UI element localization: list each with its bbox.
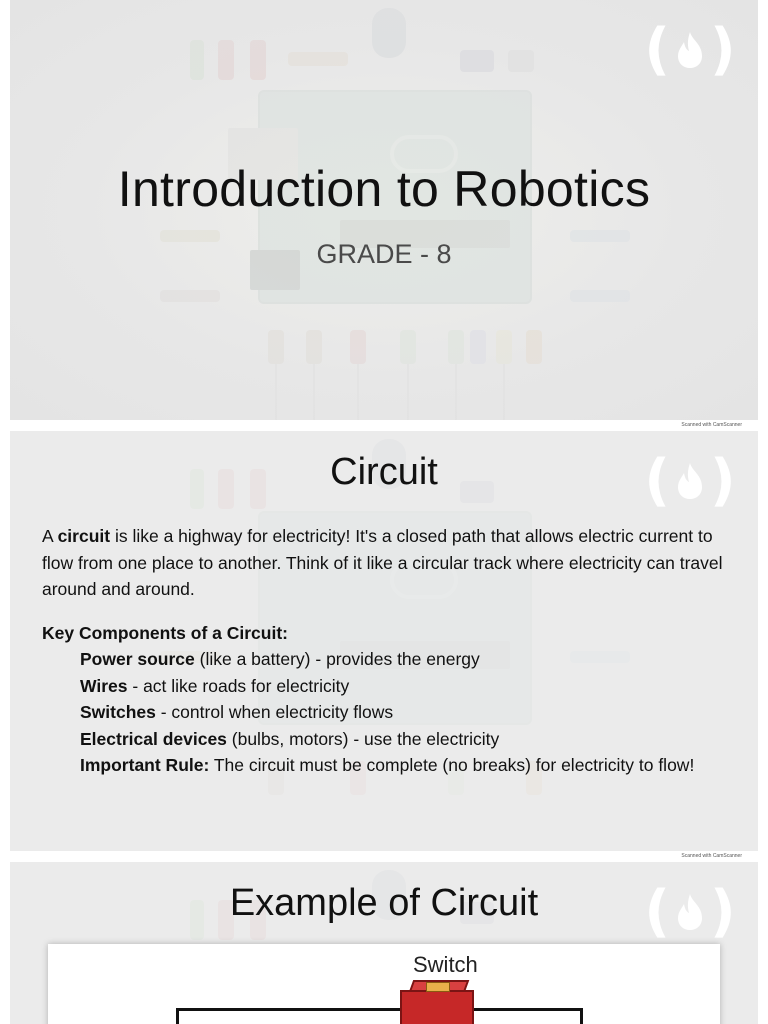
- freecodecamp-logo: ( ): [644, 879, 736, 944]
- list-item: Wires - act like roads for electricity: [80, 675, 350, 696]
- slide-title: [10, 0, 758, 420]
- grade-subtitle: GRADE - 8: [316, 239, 452, 269]
- circuit-description: [42, 523, 728, 779]
- wire: [176, 1008, 402, 1011]
- flame-icon: [674, 30, 706, 70]
- slide-circuit: [10, 431, 758, 851]
- circuit-diagram: [48, 944, 720, 1024]
- scan-watermark-1: Scanned with CamScanner: [681, 422, 742, 428]
- intro-paragraph: A circuit is like a highway for electricity! It's a closed path that allows electric current to flow from one place to another. Think of it like a circular track where electricity can travel around and around.: [42, 526, 723, 599]
- wire: [468, 1008, 582, 1011]
- components-list: [42, 646, 728, 779]
- switch-label: Switch: [413, 952, 478, 977]
- freecodecamp-logo: ( ): [644, 17, 736, 82]
- wire: [176, 1008, 179, 1024]
- circuit-term: circuit: [57, 526, 111, 546]
- list-item: Switches - control when electricity flows: [80, 702, 394, 722]
- freecodecamp-logo: ( ): [644, 448, 736, 513]
- wire: [580, 1008, 583, 1024]
- slide-heading: Circuit: [330, 451, 438, 493]
- list-item: Electrical devices (bulbs, motors) - use the electricity: [80, 728, 500, 749]
- list-item: Power source (like a battery) - provides the energy: [80, 649, 480, 669]
- key-components-heading: Key Components of a Circuit:: [42, 622, 288, 643]
- scan-watermark-2: Scanned with CamScanner: [681, 853, 742, 859]
- list-item: Important Rule: The circuit must be complete (no breaks) for electricity to flow!: [80, 755, 695, 775]
- slide-example-circuit: [10, 862, 758, 1024]
- presentation-title: Introduction to Robotics: [117, 161, 651, 217]
- slide-heading: Example of Circuit: [229, 882, 539, 924]
